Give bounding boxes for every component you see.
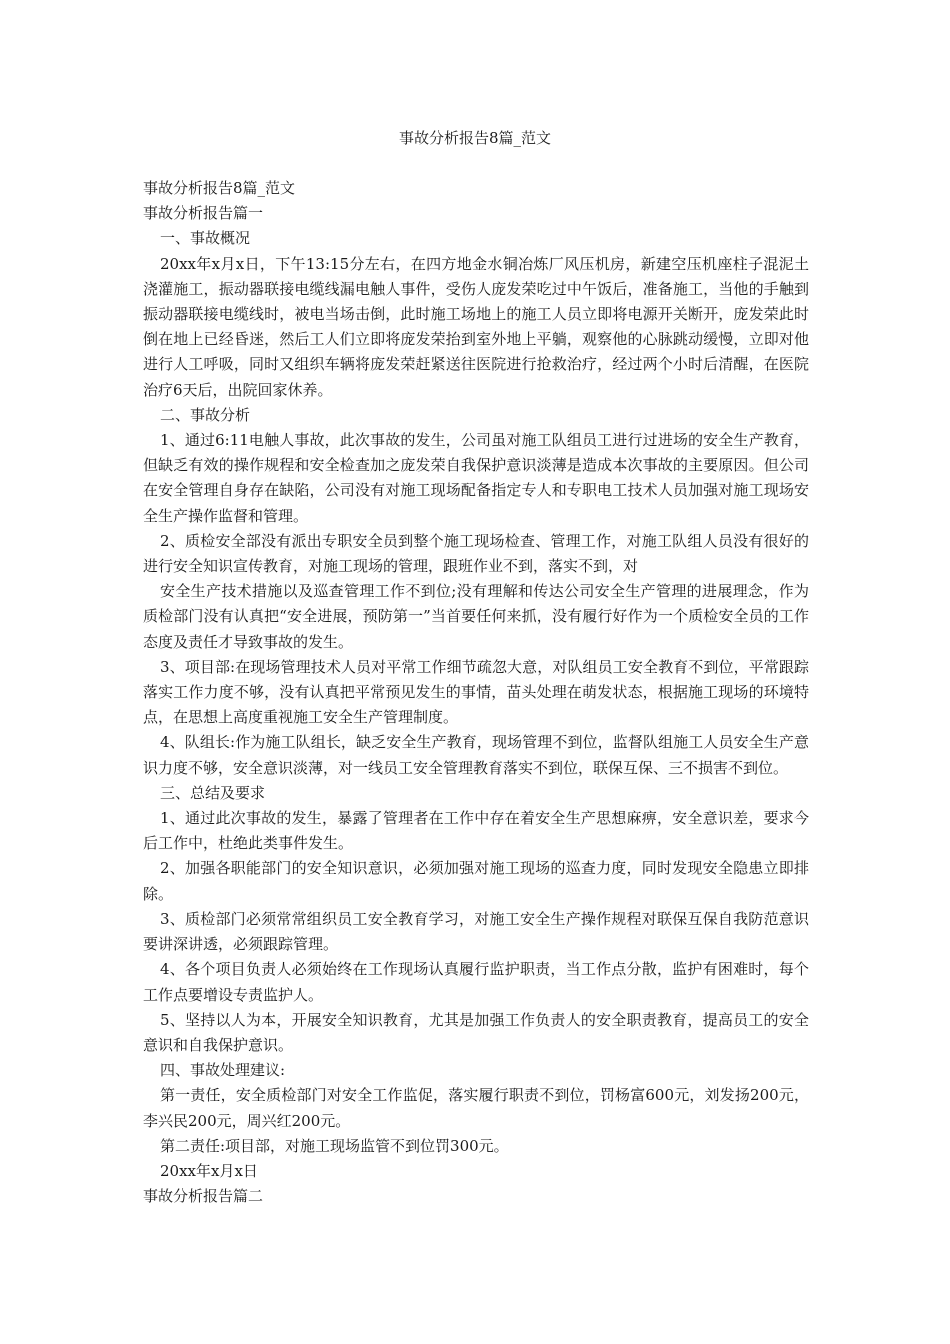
paragraph-date: 20xx年x月x日 — [160, 1161, 258, 1180]
paragraph-analysis-3: 3、项目部:在现场管理技术人员对平常工作细节疏忽大意，对队组员工安全教育不到位，平常跟踪落实工作力度不够，没有认真把平常预见发生的事情，苗头处理在萌发状态，根据施工现场的环境特点，在思想上高度重视施工安全生产管理制度。 — [143, 657, 809, 727]
paragraph-second-responsibility: 第二责任:项目部，对施工现场监管不到位罚300元。 — [160, 1136, 509, 1155]
section-heading-part-two: 事故分析报告篇二 — [143, 1187, 264, 1206]
paragraph-accident-overview: 20xx年x月x日，下午13:15分左右，在四方地金水铜冶炼厂风压机房，新建空压机座柱子混泥土浇灌施工，振动器联接电缆线漏电触人事件，受伤人庞发荣吃过中午饭后，准备施工，当他的手触到振动器联接电缆线时，被电当场击倒，此时施工场地上的施工人员立即将电源开关断开，庞发荣此时倒在地上已经昏迷，然后工人们立即将庞发荣抬到室外地上平躺，观察他的心脉跳动缓慢，立即对他进行人工呼吸，同时又组织车辆将庞发荣赶紧送往医院进行抢救治疗，经过两个小时后清醒，在医院治疗6天后，出院回家休养。 — [143, 254, 809, 399]
heading-summary-requirements: 三、总结及要求 — [160, 783, 266, 802]
paragraph-analysis-1: 1、通过6:11电触人事故，此次事故的发生，公司虽对施工队组员工进行过进场的安全生产教育，但缺乏有效的操作规程和安全检查加之庞发荣自我保护意识淡薄是造成本次事故的主要原因。但公司在安全管理自身存在缺陷，公司没有对施工现场配备指定专人和专职电工技术人员加强对施工现场安全生产操作监督和管理。 — [143, 431, 809, 525]
paragraph-requirement-4: 4、各个项目负责人必须始终在工作现场认真履行监护职责，当工作点分散，监护有困难时，每个工作点要增设专责监护人。 — [143, 960, 809, 1004]
heading-accident-overview: 一、事故概况 — [160, 229, 251, 248]
paragraph-requirement-3: 3、质检部门必须常常组织员工安全教育学习，对施工安全生产操作规程对联保互保自我防范意识要讲深讲透，必须跟踪管理。 — [143, 909, 809, 954]
paragraph-analysis-2: 2、质检安全部没有派出专职安全员到整个施工现场检查、管理工作，对施工队组人员没有很好的进行安全知识宣传教育，对施工现场的管理，跟班作业不到，落实不到，对 — [143, 531, 809, 576]
paragraph-analysis-4: 4、队组长:作为施工队组长，缺乏安全生产教育，现场管理不到位，监督队组施工人员安全生产意识力度不够，安全意识淡薄，对一线员工安全管理教育落实不到位，联保互保、三不损害不到位。 — [143, 733, 809, 777]
document-body — [143, 176, 809, 1209]
paragraph-requirement-5: 5、坚持以人为本，开展安全知识教育，尤其是加强工作负责人的安全职责教育，提高员工的安全意识和自我保护意识。 — [143, 1010, 809, 1054]
doc-title: 事故分析报告8篇_范文 — [143, 179, 296, 197]
paragraph-analysis-2-cont: 安全生产技术措施以及巡查管理工作不到位;没有理解和传达公司安全生产管理的进展理念，作为质检部门没有认真把“安全进展，预防第一”当首要任何来抓，没有履行好作为一个质检安全员的工作态度及责任才导致事故的发生。 — [143, 582, 809, 651]
page-header-title: 事故分析报告8篇_范文 — [398, 129, 552, 147]
paragraph-requirement-1: 1、通过此次事故的发生，暴露了管理者在工作中存在着安全生产思想麻痹，安全意识差，要求今后工作中，杜绝此类事件发生。 — [143, 809, 809, 853]
paragraph-first-responsibility: 第一责任，安全质检部门对安全工作监促，落实履行职责不到位，罚杨富600元，刘发扬200元，李兴民200元，周兴红200元。 — [143, 1086, 809, 1130]
heading-accident-analysis: 二、事故分析 — [160, 405, 251, 424]
paragraph-requirement-2: 2、加强各职能部门的安全知识意识，必须加强对施工现场的巡查力度，同时发现安全隐患立即排除。 — [143, 859, 809, 903]
section-heading-part-one: 事故分析报告篇一 — [143, 204, 264, 223]
heading-handling-suggestions: 四、事故处理建议: — [160, 1061, 286, 1080]
